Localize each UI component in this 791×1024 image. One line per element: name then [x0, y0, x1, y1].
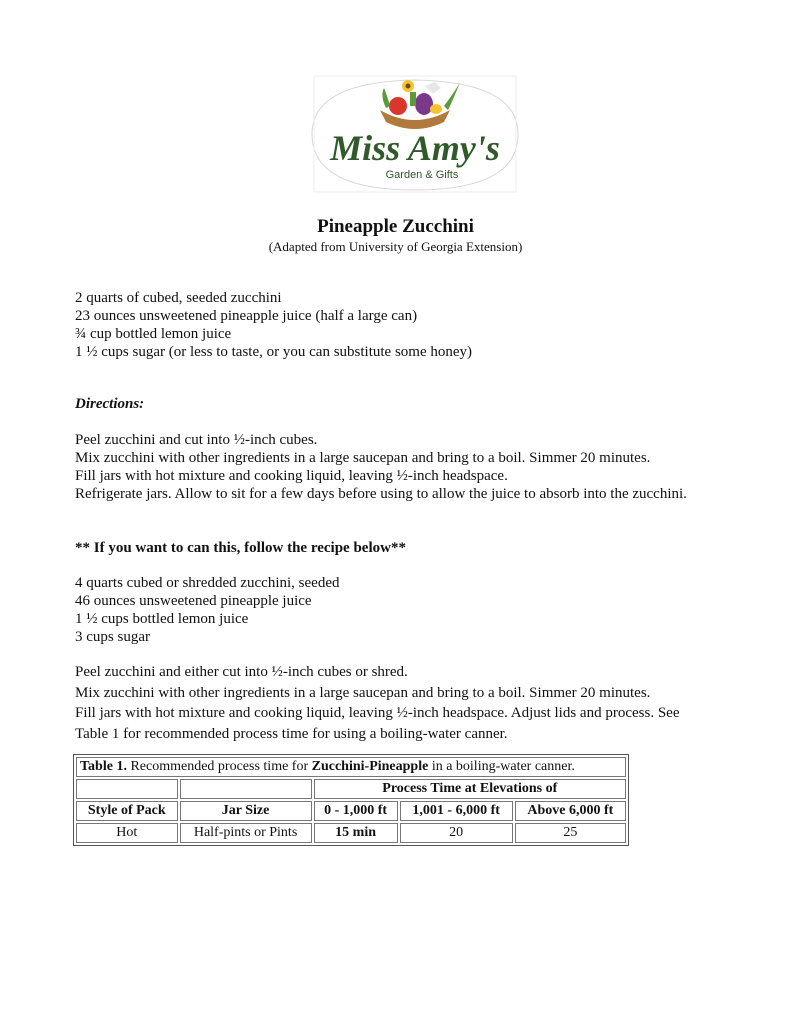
logo-tagline-text: Garden & Gifts — [385, 169, 459, 181]
direction-line: Mix zucchini with other ingredients in a large saucepan and bring to a boil. Simmer 20 minutes. — [75, 450, 651, 466]
recipe-source: (Adapted from University of Georgia Extension) — [268, 239, 523, 254]
direction-line: Refrigerate jars. Allow to sit for a few days before using to allow the juice to absorb into the zucchini. — [75, 486, 687, 502]
table-caption-text-end: in a boiling-water canner. — [428, 759, 575, 774]
recipe-title: Pineapple Zucchini — [317, 216, 474, 237]
ingredient-line: ¾ cup bottled lemon juice — [75, 326, 232, 342]
canning-direction-line: Mix zucchini with other ingredients in a large saucepan and bring to a boil. Simmer 20 minutes. — [75, 684, 651, 701]
column-header: Above 6,000 ft — [515, 801, 626, 821]
direction-line: Fill jars with hot mixture and cooking liquid, leaving ½-inch headspace. — [75, 468, 508, 484]
table-cell: 20 — [400, 823, 513, 843]
table-group-header-row — [76, 779, 626, 799]
column-header: Jar Size — [180, 801, 312, 821]
direction-line: Peel zucchini and cut into ½-inch cubes. — [75, 432, 318, 448]
canning-ingredients-list — [75, 574, 340, 646]
table-empty-cell — [76, 779, 178, 799]
canning-ingredient-line: 4 quarts cubed or shredded zucchini, seeded — [75, 575, 340, 591]
column-header: Style of Pack — [76, 801, 178, 821]
table-cell: 15 min — [314, 823, 398, 843]
miss-amys-logo — [310, 72, 520, 196]
table-caption-label: Table 1. — [80, 759, 127, 774]
table-header-row — [76, 801, 626, 821]
canning-directions — [75, 662, 715, 744]
table-row — [76, 823, 626, 843]
directions-heading: Directions: — [75, 396, 145, 412]
elevation-group-header: Process Time at Elevations of — [314, 779, 626, 799]
canning-heading: ** If you want to can this, follow the recipe below** — [75, 540, 406, 556]
ingredient-line: 2 quarts of cubed, seeded zucchini — [75, 290, 282, 306]
table-caption-row — [76, 757, 626, 777]
column-header: 0 - 1,000 ft — [314, 801, 398, 821]
canning-ingredient-line: 1 ½ cups bottled lemon juice — [75, 611, 249, 627]
logo-brand-text: Miss Amy's — [330, 128, 500, 168]
table-cell: Hot — [76, 823, 178, 843]
canning-direction-line: Fill jars with hot mixture and cooking liquid, leaving ½-inch headspace. Adjust lids and process. See Table 1 for recommended process time for using a boiling-water canner. — [75, 705, 680, 742]
table-caption-text: Recommended process time for — [126, 759, 312, 774]
ingredient-line: 23 ounces unsweetened pineapple juice (half a large can) — [75, 308, 418, 324]
canning-direction-line: Peel zucchini and either cut into ½-inch cubes or shred. — [75, 664, 408, 680]
ingredient-line: 1 ½ cups sugar (or less to taste, or you can substitute some honey) — [75, 344, 473, 360]
table-cell: 25 — [515, 823, 626, 843]
canning-ingredient-line: 3 cups sugar — [75, 629, 150, 645]
column-header: 1,001 - 6,000 ft — [400, 801, 513, 821]
table-cell: Half-pints or Pints — [180, 823, 312, 843]
table-caption — [76, 757, 626, 777]
table-caption-product: Zucchini-Pineapple — [311, 759, 429, 774]
ingredients-list — [75, 289, 472, 361]
process-time-table — [73, 754, 629, 846]
table-empty-cell — [180, 779, 312, 799]
directions-list — [75, 431, 687, 503]
canning-ingredient-line: 46 ounces unsweetened pineapple juice — [75, 593, 312, 609]
